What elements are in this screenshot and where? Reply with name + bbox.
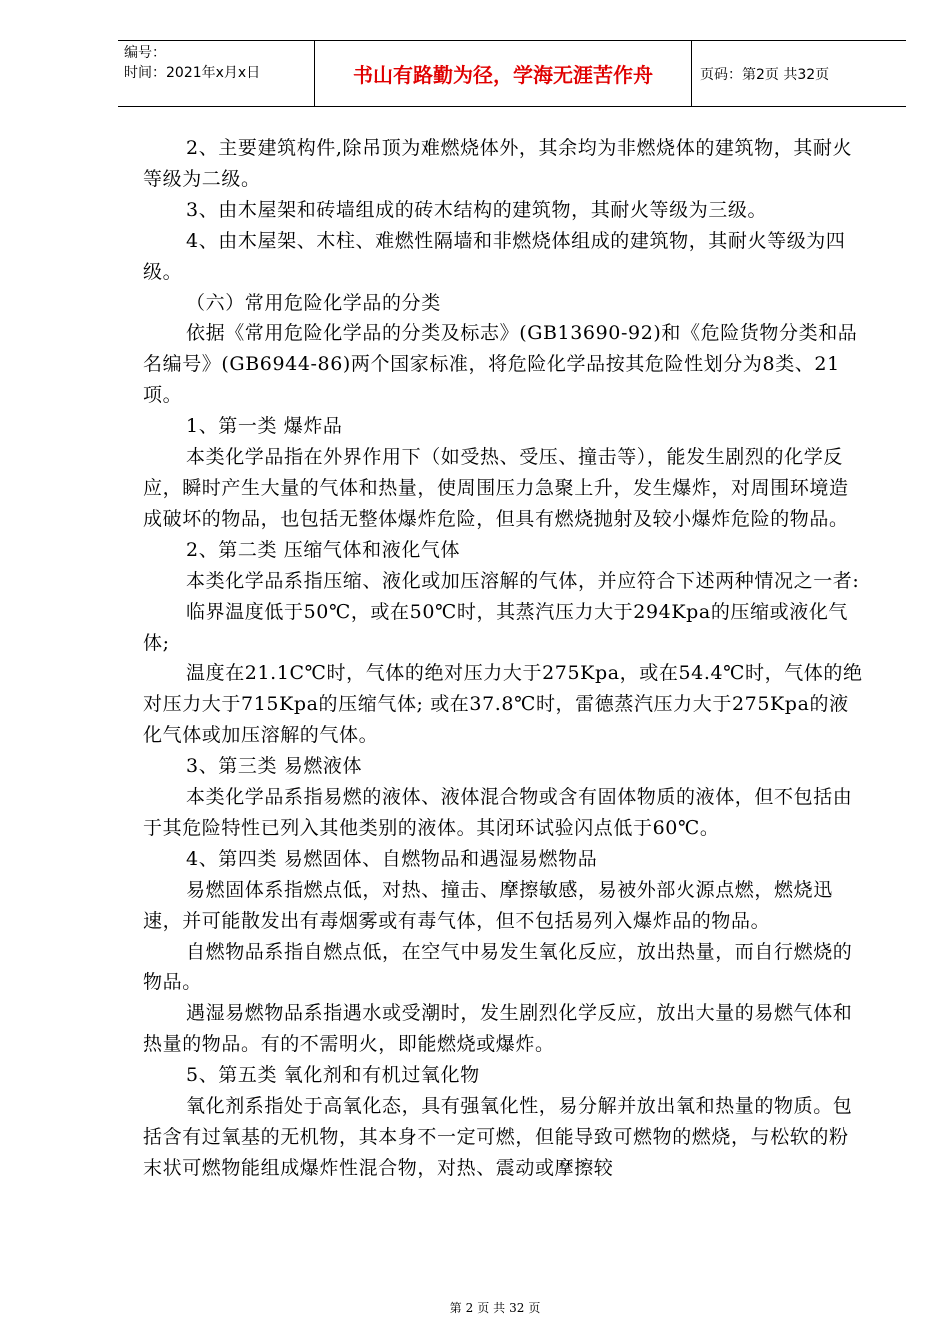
- category-heading: 5、第五类 氧化剂和有机过氧化物: [186, 1064, 480, 1087]
- footer-suffix: 页: [528, 1301, 541, 1315]
- serial-number-label: 编号：: [124, 45, 166, 61]
- paragraph: 4、由木屋架、木柱、难燃性隔墙和非燃烧体组成的建筑物，其耐火等级为四级。: [143, 229, 846, 283]
- category-heading: 4、第四类 易燃固体、自燃物品和遇湿易燃物品: [186, 847, 598, 870]
- document-body: [143, 133, 863, 1184]
- paragraph: 易燃固体系指燃点低，对热、撞击、摩擦敏感，易被外部火源点燃，燃烧迅速，并可能散发出有毒烟雾或有毒气体，但不包括易列入爆炸品的物品。: [143, 878, 833, 932]
- section-heading: （六）常用危险化学品的分类: [186, 291, 441, 314]
- footer-mid: 页 共: [477, 1301, 506, 1315]
- header-page-info: 页码：第2页 共32页: [700, 66, 830, 83]
- paragraph: 2、主要建筑构件,除吊顶为难燃烧体外，其余均为非燃烧体的建筑物，其耐火等级为二级。: [143, 137, 853, 190]
- category-heading: 1、第一类 爆炸品: [186, 415, 343, 438]
- paragraph: 依据《常用危险化学品的分类及标志》(GB13690-92)和《危险货物分类和品名编号》(GB6944-86)两个国家标准，将危险化学品按其危险性划分为8类、21项。: [143, 322, 858, 407]
- paragraph: 自燃物品系指自燃点低，在空气中易发生氧化反应，放出热量，而自行燃烧的物品。: [143, 940, 853, 994]
- footer-prefix: 第: [449, 1301, 462, 1315]
- paragraph: 温度在21.1C℃时，气体的绝对压力大于275Kpa，或在54.4℃时，气体的绝对压力大于715Kpa的压缩气体; 或在37.8℃时，雷德蒸汽压力大于275Kpa的液化气体或加压溶解的气体。: [143, 662, 863, 747]
- category-heading: 3、第三类 易燃液体: [186, 755, 363, 778]
- paragraph: 本类化学品指在外界作用下（如受热、受压、撞击等），能发生剧烈的化学反应，瞬时产生大量的气体和热量，使周围压力急聚上升，发生爆炸，对周围环境造成破坏的物品，也包括无整体爆炸危险，但具有燃烧抛射及较小爆炸危险的物品。: [143, 446, 849, 530]
- paragraph: 3、由木屋架和砖墙组成的砖木结构的建筑物，其耐火等级为三级。: [186, 198, 768, 221]
- footer-total-pages: 32: [509, 1301, 525, 1315]
- footer-page-number: 2: [465, 1301, 474, 1315]
- paragraph: 临界温度低于50℃，或在50℃时，其蒸汽压力大于294Kpa的压缩或液化气体;: [143, 600, 849, 654]
- date-label: 时间：2021年x月x日: [124, 65, 261, 81]
- header-motto: 书山有路勤为径，学海无涯苦作舟: [315, 41, 692, 106]
- paragraph: 氧化剂系指处于高氧化态，具有强氧化性，易分解并放出氧和热量的物质。包括含有过氧基的无机物，其本身不一定可燃，但能导致可燃物的燃烧，与松软的粉末状可燃物能组成爆炸性混合物，对热、震动或摩擦较: [143, 1095, 853, 1179]
- paragraph: 本类化学品系指压缩、液化或加压溶解的气体，并应符合下述两种情况之一者:: [186, 569, 860, 592]
- category-heading: 2、第二类 压缩气体和液化气体: [186, 538, 461, 561]
- header-meta-cell: [118, 41, 315, 106]
- page-footer: [0, 1299, 950, 1316]
- paragraph: 本类化学品系指易燃的液体、液体混合物或含有固体物质的液体，但不包括由于其危险特性已列入其他类别的液体。其闭环试验闪点低于60℃。: [143, 786, 853, 839]
- document-header: [118, 40, 906, 107]
- paragraph: 遇湿易燃物品系指遇水或受潮时，发生剧烈化学反应，放出大量的易燃气体和热量的物品。有的不需明火，即能燃烧或爆炸。: [143, 1002, 853, 1056]
